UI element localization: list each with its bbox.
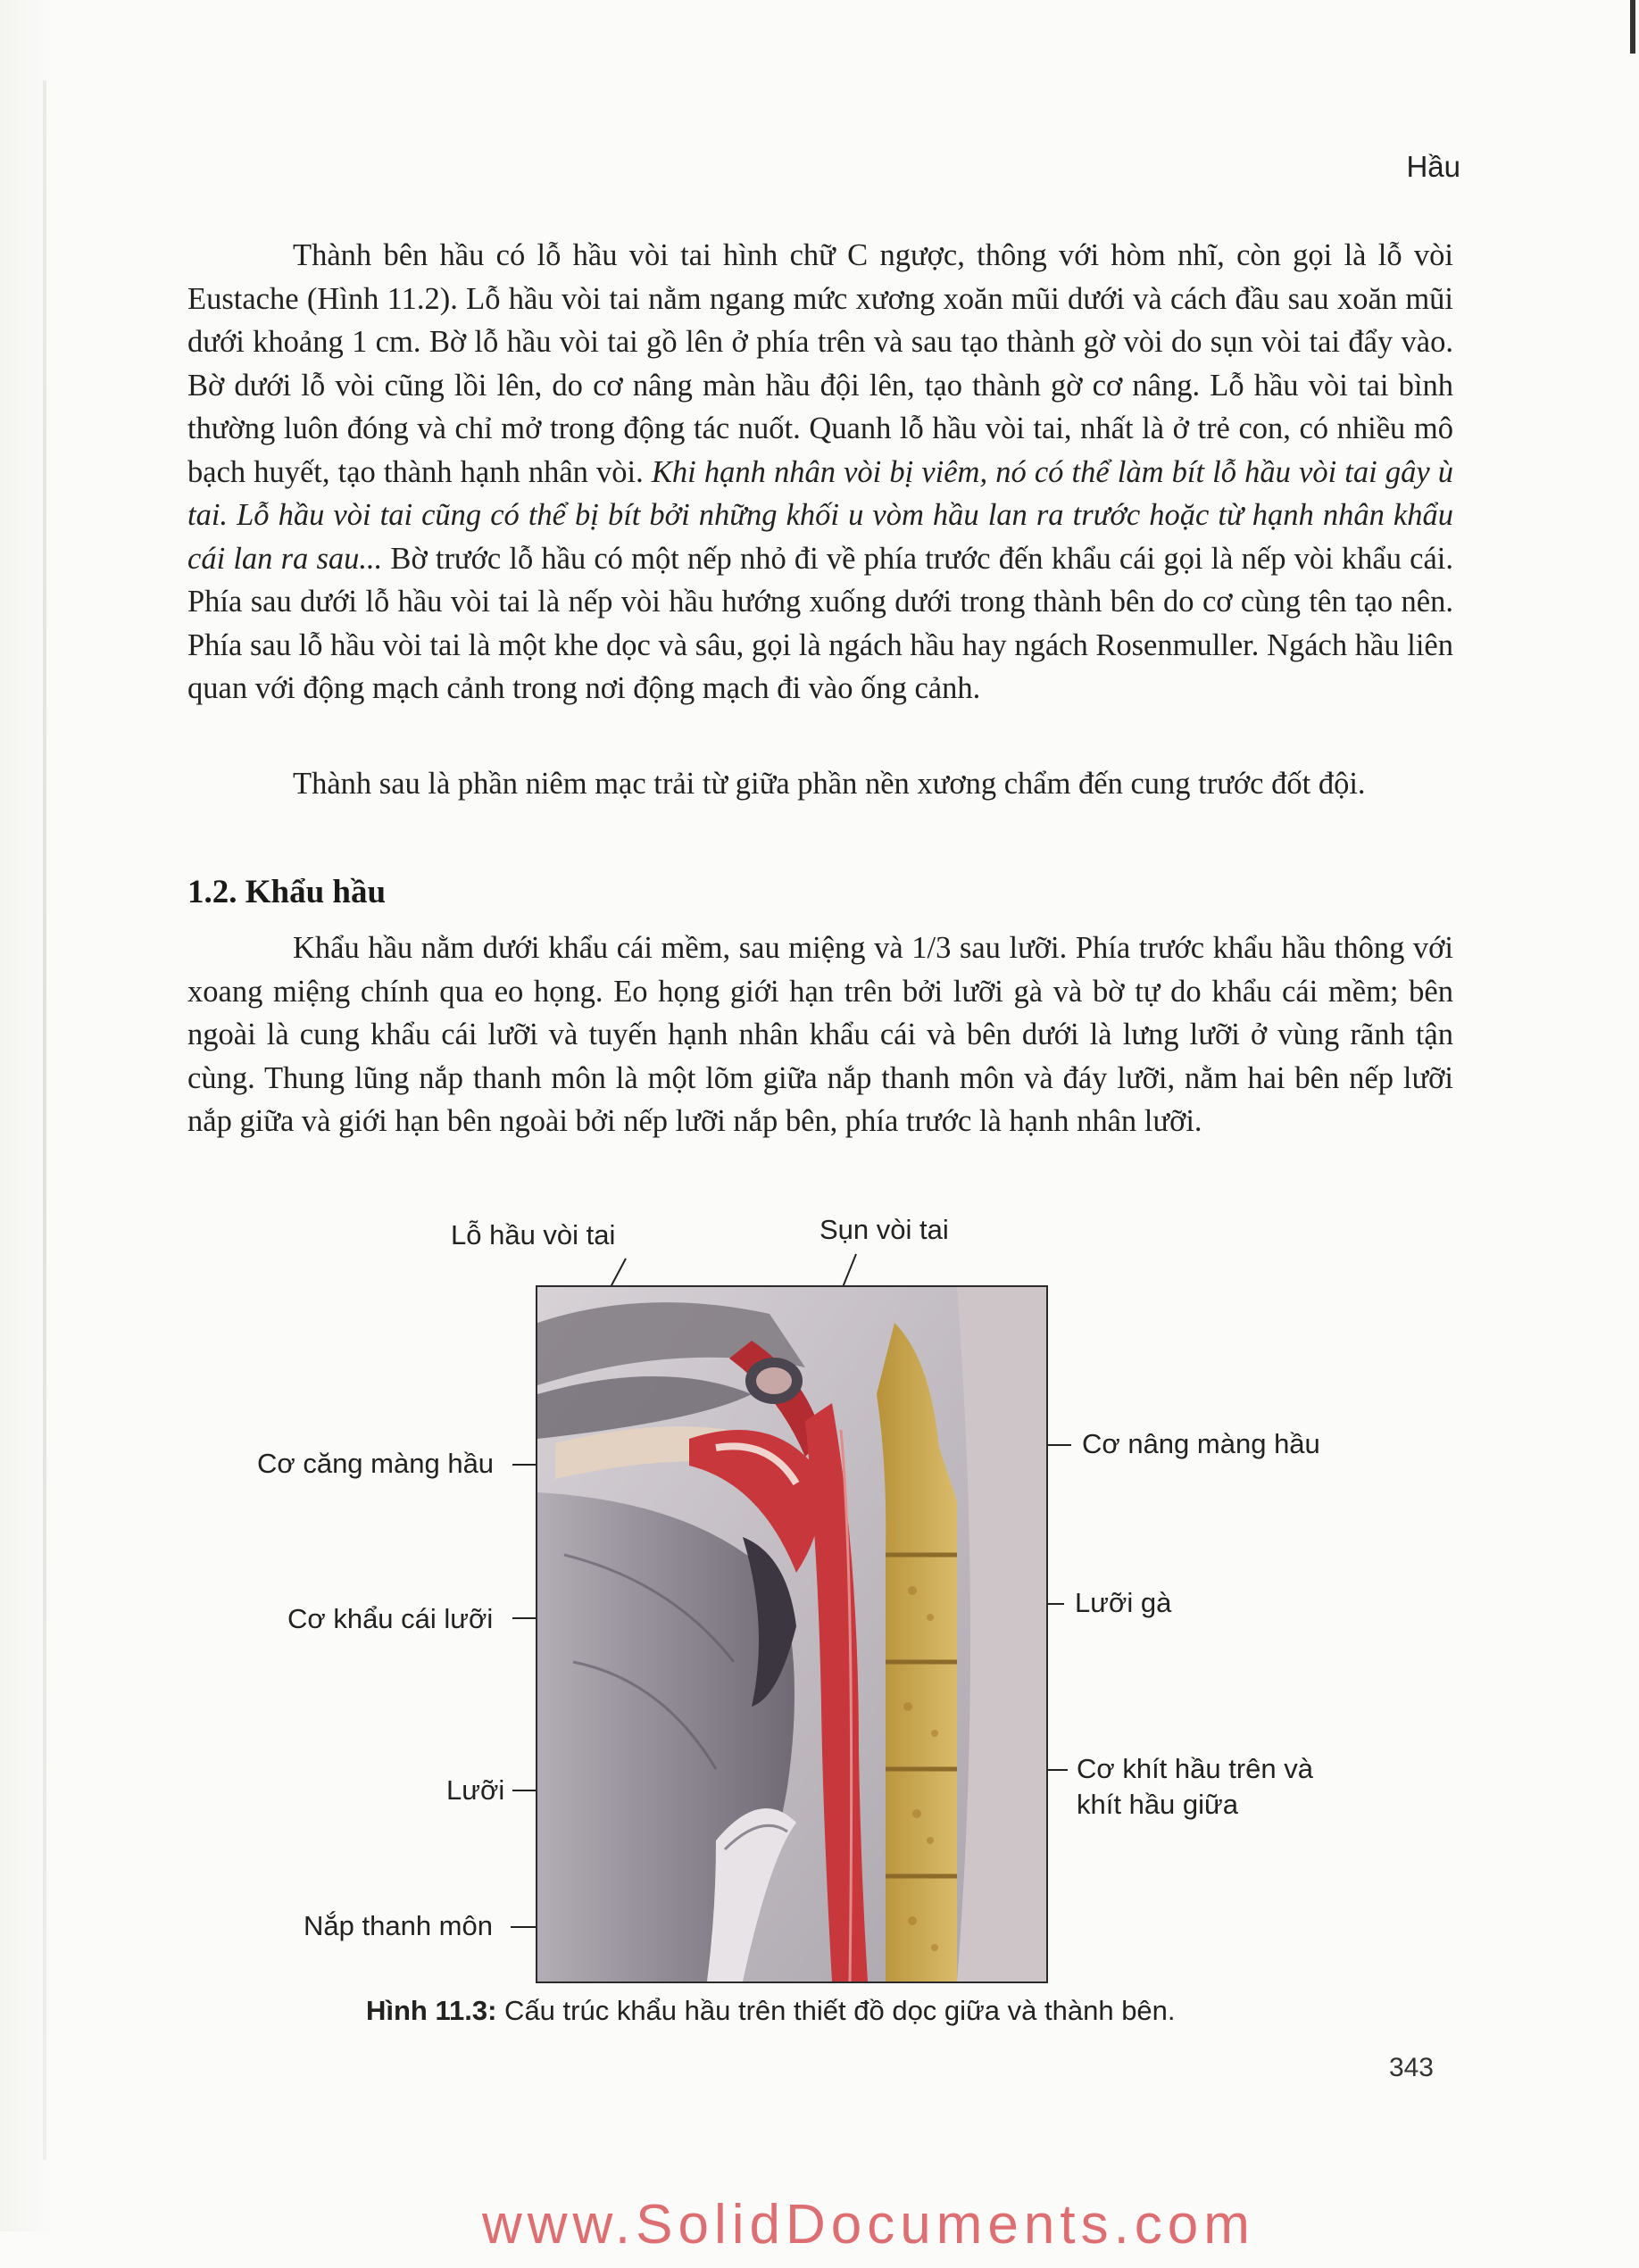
label-khit-hau-giua: khít hầu giữa [1077, 1789, 1239, 1820]
label-luoi-ga: Lưỡi gà [1075, 1587, 1172, 1618]
anatomy-figure [0, 1214, 1639, 2053]
anatomy-drawing [537, 1287, 1046, 1981]
scan-corner-mark [1630, 0, 1635, 54]
sagittal-section-illustration [536, 1285, 1048, 1983]
paragraph-text: Khẩu hầu nằm dưới khẩu cái mềm, sau miệng và 1/3 sau lưỡi. Phía trước khẩu hầu thông với xoang miệng chính qua eo họng. Eo họng giới hạn trên bởi lưỡi gà và bờ tự do khẩu cái mềm; bên ngoài là cung khẩu cái lưỡi và tuyến hạnh nhân khẩu cái và bên dưới là lưng lưỡi ở vùng rãnh tận cùng. Thung lũng nắp thanh môn là một lõm giữa nắp thanh môn và đáy lưỡi, nằm hai bên nếp lưỡi nắp giữa và giới hạn bên ngoài bởi nếp lưỡi nắp bên, phía trước là hạnh nhân lưỡi. [187, 931, 1453, 1138]
paragraph-text: Bờ trước lỗ hầu có một nếp nhỏ đi về phía trước đến khẩu cái gọi là nếp vòi khẩu cái. Phía sau dưới lỗ hầu vòi tai là nếp vòi hầu hướng xuống dưới trong thành bên do cơ cùng tên tạo nên. Phía sau lỗ hầu vòi tai là một khe dọc và sâu, gọi là ngách hầu hay ngách Rosenmuller. Ngách hầu liên quan với động mạch cảnh trong nơi động mạch đi vào ống cảnh. [187, 541, 1453, 705]
paragraph-text: Thành sau là phần niêm mạc trải từ giữa phần nền xương chẩm đến cung trước đốt đội. [293, 767, 1366, 801]
label-lo-hau-voi-tai: Lỗ hầu vòi tai [451, 1219, 616, 1250]
paragraph-text: Thành bên hầu có lỗ hầu vòi tai hình chữ C ngược, thông với hòm nhĩ, còn gọi là lỗ vòi Eustache (Hình 11.2). Lỗ hầu vòi tai nằm ngang mức xương xoăn mũi dưới và cách đầu sau xoăn mũi dưới khoảng 1 cm. Bờ lỗ hầu vòi tai gồ lên ở phía trên và sau tạo thành gờ vòi do sụn vòi tai đẩy vào. Bờ dưới lỗ vòi cũng lồi lên, do cơ nâng màn hầu đội lên, tạo thành gờ cơ nâng. Lỗ hầu vòi tai bình thường luôn đóng và chỉ mở trong động tác nuốt. Quanh lỗ hầu vòi tai, nhất là ở trẻ con, có nhiều mô bạch huyết, tạo thành hạnh nhân vòi. [187, 238, 1453, 489]
watermark: www.SolidDocuments.com [482, 2194, 1255, 2256]
label-co-khau-cai-luoi: Cơ khẩu cái lưỡi [287, 1603, 494, 1634]
label-sun-voi-tai: Sụn vòi tai [820, 1214, 949, 1245]
section-heading: 1.2. Khẩu hầu [187, 874, 387, 910]
caption-text: Cấu trúc khẩu hầu trên thiết đồ dọc giữa và thành bên. [496, 1995, 1176, 2026]
running-head: Hầu [1406, 150, 1460, 183]
label-luoi: Lưỡi [446, 1774, 505, 1806]
paragraph-italic-note: Khi hạnh nhân vòi bị viêm, nó có thể làm bít lỗ hầu vòi tai gây ù tai. Lỗ hầu vòi tai cũng có thể bị bít bởi những khối u vòm hầu lan ra trước hoặc từ hạnh nhân khẩu cái lan ra sau... [187, 454, 1454, 576]
label-nap-thanh-mon: Nắp thanh môn [304, 1910, 493, 1941]
label-co-nang-mang-hau: Cơ nâng màng hầu [1082, 1428, 1320, 1459]
figure-caption [366, 1995, 1348, 2027]
label-co-khit-hau-tren: Cơ khít hầu trên và [1077, 1753, 1314, 1784]
label-co-cang-mang-hau: Cơ căng màng hầu [257, 1448, 495, 1479]
caption-number: Hình 11.3: [366, 1995, 497, 2026]
page-number: 343 [1388, 2053, 1434, 2082]
paragraph-lateral-wall [187, 234, 1453, 710]
paragraph-oropharynx [187, 926, 1453, 1143]
paragraph-posterior-wall [187, 762, 1453, 806]
